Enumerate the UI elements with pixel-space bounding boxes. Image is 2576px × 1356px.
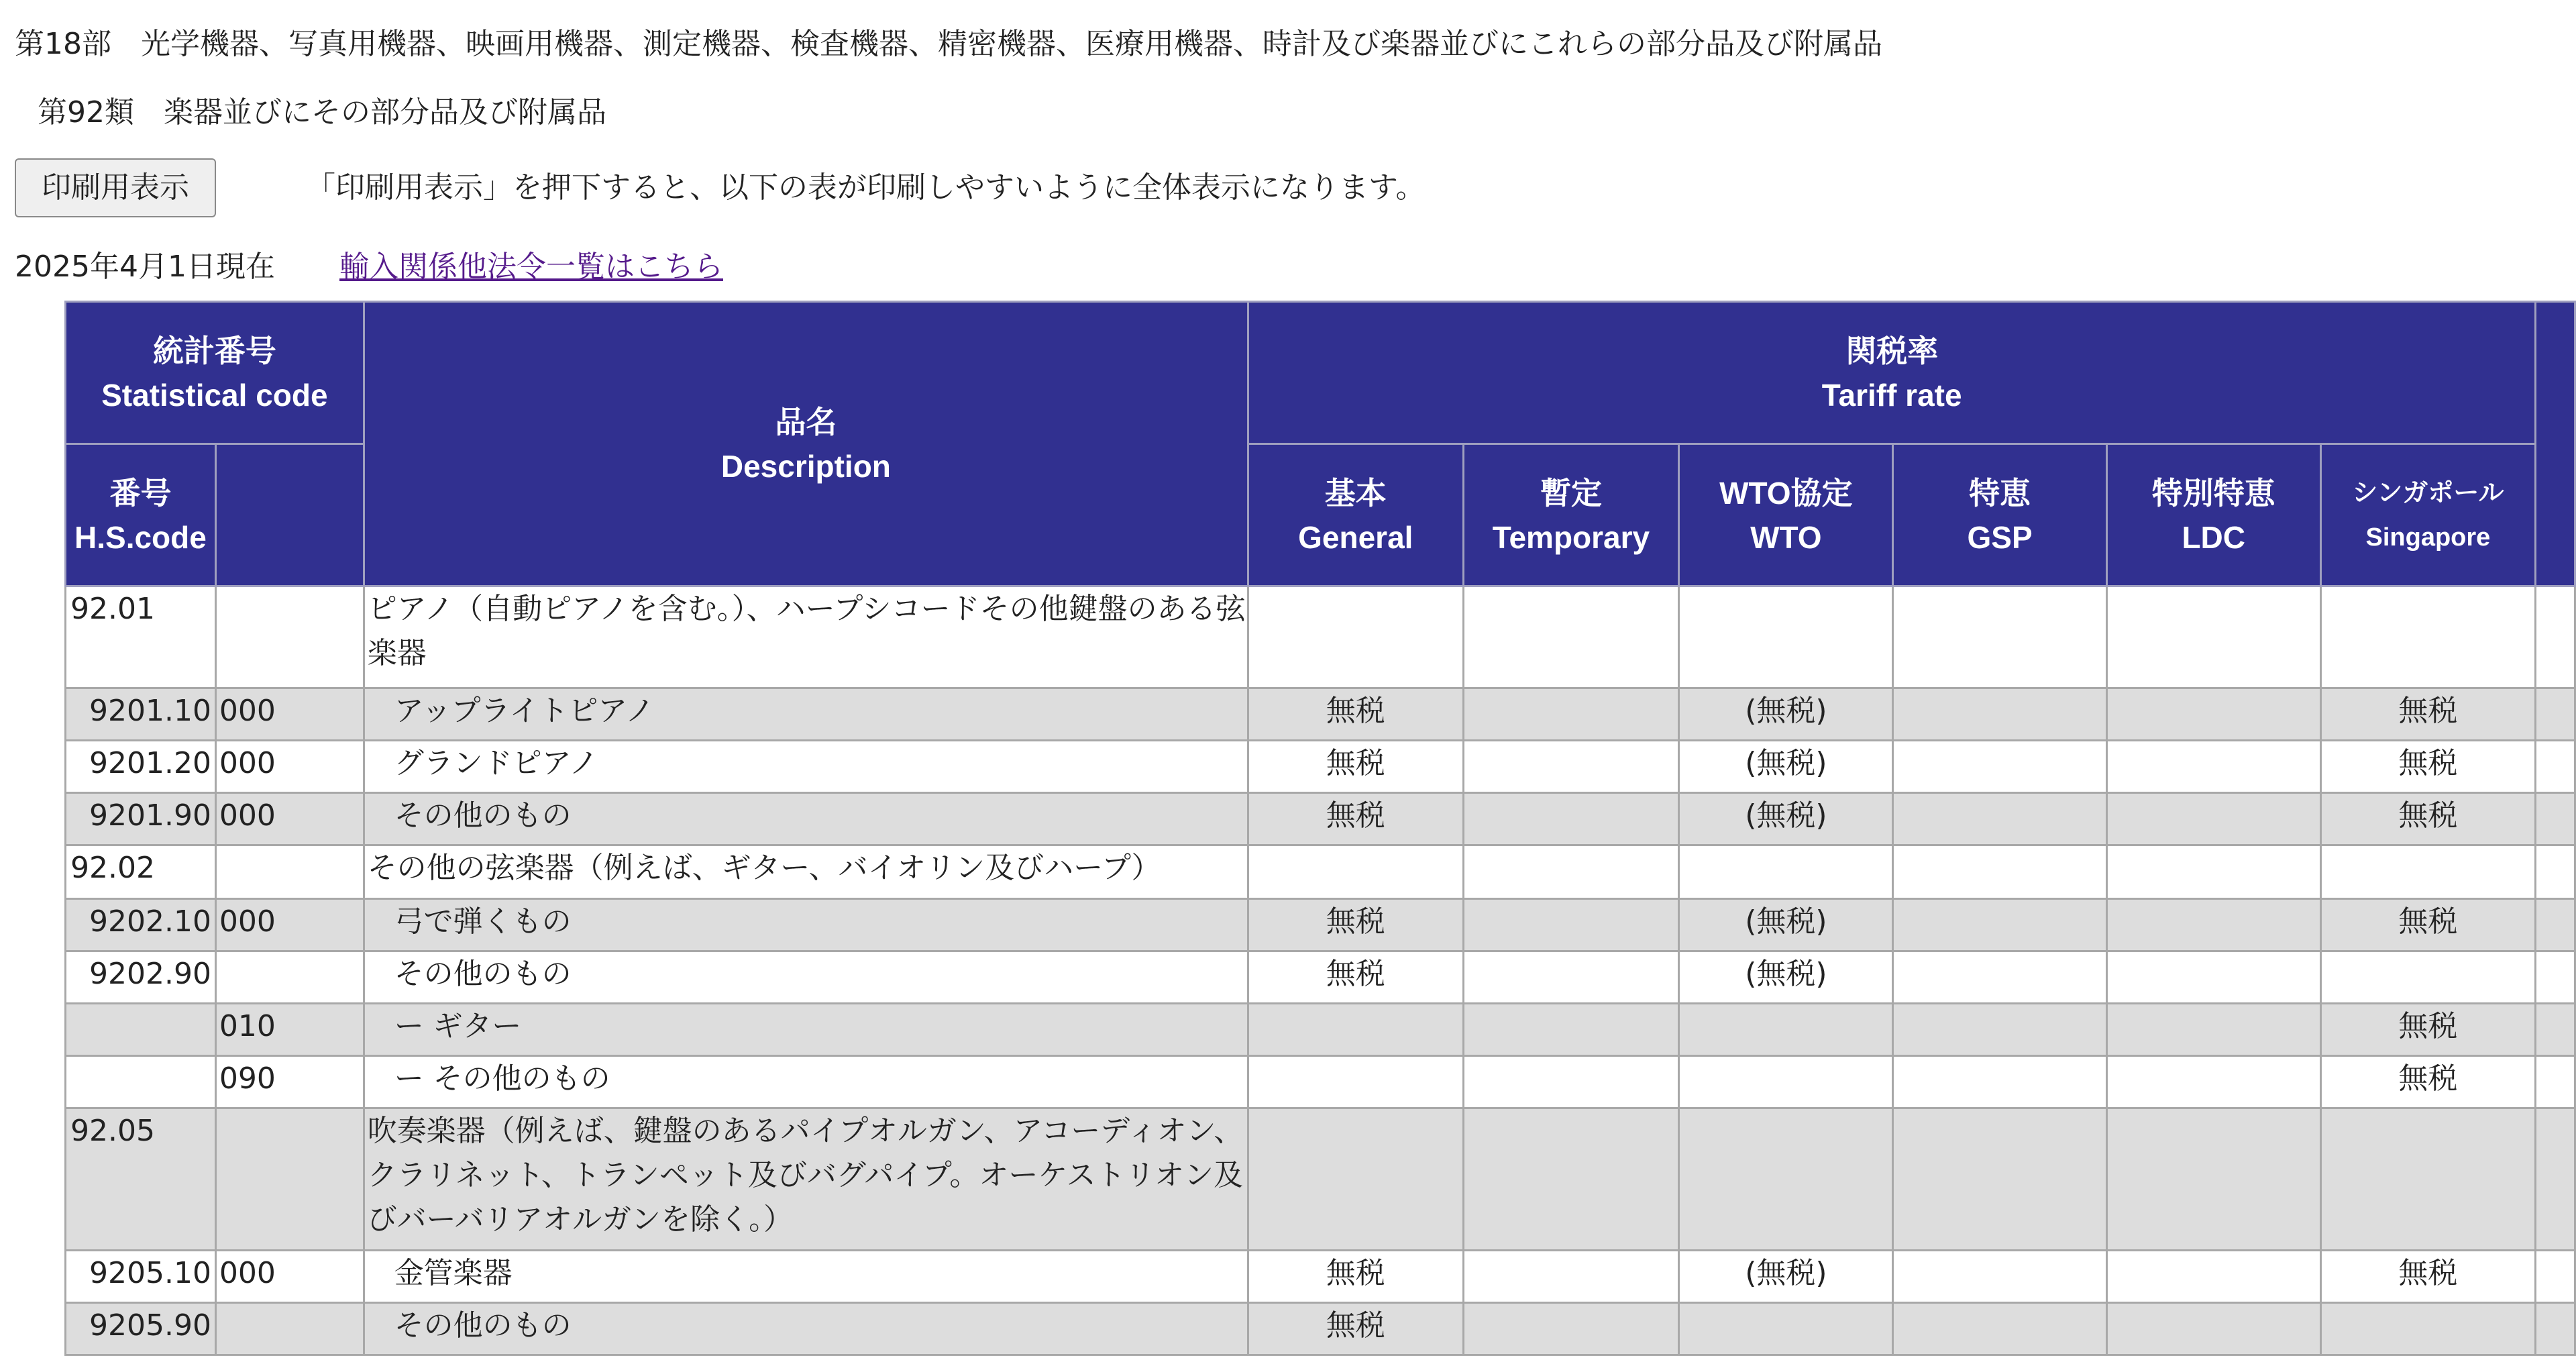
extra-column-cell (2536, 1108, 2575, 1251)
stat-code-cell: 000 (215, 899, 364, 951)
rate-header-ja: 特恵 (1969, 475, 2031, 511)
rate-cell-ldc (2106, 793, 2320, 845)
table-row (66, 688, 2575, 741)
description-cell: ー その他のもの (364, 1056, 1248, 1108)
stat-code-cell (215, 1108, 364, 1251)
description-header (364, 302, 1248, 586)
rate-cell-wto (1679, 1004, 1893, 1056)
rate-cell-general: 無税 (1248, 951, 1463, 1004)
extra-column-cell (2536, 793, 2575, 845)
rate-cell-wto: (無税) (1679, 793, 1893, 845)
rate-cell-temporary (1463, 1004, 1679, 1056)
table-row (66, 1056, 2575, 1108)
rate-cell-singapore: 無税 (2320, 1251, 2536, 1303)
table-row (66, 586, 2575, 688)
extra-column-cell (2536, 951, 2575, 1004)
rate-cell-ldc (2106, 845, 2320, 899)
rate-cell-gsp (1893, 793, 2107, 845)
extra-column-header (2536, 302, 2575, 586)
rate-cell-general: 無税 (1248, 899, 1463, 951)
tariff-rate-header-ja: 関税率 (1845, 333, 1939, 368)
rate-cell-wto: (無税) (1679, 899, 1893, 951)
extra-column-cell (2536, 741, 2575, 793)
rate-cell-wto (1679, 586, 1893, 688)
rate-cell-singapore (2320, 1108, 2536, 1251)
description-header-ja: 品名 (775, 404, 837, 439)
rate-header-ja: 特別特恵 (2151, 475, 2275, 511)
rate-cell-singapore: 無税 (2320, 899, 2536, 951)
stat-suffix-header (215, 444, 364, 586)
description-cell: 吹奏楽器（例えば、鍵盤のあるパイプオルガン、アコーディオン、クラリネット、トランペット及びバグパイプ。オーケストリオン及びバーバリアオルガンを除く。） (364, 1108, 1248, 1251)
extra-column-cell (2536, 1303, 2575, 1355)
hs-code-cell (66, 1004, 216, 1056)
extra-column-cell (2536, 586, 2575, 688)
rate-header-en: GSP (1967, 519, 2033, 555)
table-row (66, 1004, 2575, 1056)
rate-cell-gsp (1893, 1303, 2107, 1355)
hs-code-header-ja: 番号 (109, 475, 172, 511)
rate-cell-gsp (1893, 951, 2107, 1004)
description-cell: 弓で弾くもの (364, 899, 1248, 951)
statistical-code-header (66, 302, 364, 444)
hs-code-cell: 9205.10 (66, 1251, 216, 1303)
tariff-rate-header (1248, 302, 2536, 444)
rate-header-gsp (1893, 444, 2107, 586)
description-header-en: Description (720, 448, 891, 484)
rate-cell-ldc (2106, 1251, 2320, 1303)
stat-code-cell: 000 (215, 1251, 364, 1303)
extra-column-cell (2536, 899, 2575, 951)
rate-cell-temporary (1463, 741, 1679, 793)
statistical-code-header-ja: 統計番号 (152, 333, 276, 368)
tariff-rate-header-en: Tariff rate (1821, 377, 1962, 413)
rate-header-general (1248, 444, 1463, 586)
rate-cell-gsp (1893, 586, 2107, 688)
hs-code-cell: 9201.20 (66, 741, 216, 793)
rate-cell-gsp (1893, 741, 2107, 793)
rate-cell-wto (1679, 845, 1893, 899)
rate-cell-gsp (1893, 899, 2107, 951)
description-cell: アップライトピアノ (364, 688, 1248, 741)
rate-cell-gsp (1893, 845, 2107, 899)
rate-cell-singapore: 無税 (2320, 1004, 2536, 1056)
rate-cell-singapore (2320, 586, 2536, 688)
description-cell: ー ギター (364, 1004, 1248, 1056)
rate-header-ja: 暫定 (1540, 475, 1602, 511)
rate-cell-wto (1679, 1303, 1893, 1355)
rate-cell-ldc (2106, 741, 2320, 793)
tariff-table (64, 301, 2576, 1356)
description-cell: 金管楽器 (364, 1251, 1248, 1303)
rate-cell-general: 無税 (1248, 741, 1463, 793)
stat-code-cell: 010 (215, 1004, 364, 1056)
rate-cell-gsp (1893, 688, 2107, 741)
rate-cell-temporary (1463, 586, 1679, 688)
rate-cell-ldc (2106, 951, 2320, 1004)
hs-code-cell: 92.05 (66, 1108, 216, 1251)
rate-cell-temporary (1463, 845, 1679, 899)
rate-cell-wto: (無税) (1679, 951, 1893, 1004)
rate-header-en: Temporary (1492, 519, 1650, 555)
statistical-code-header-en: Statistical code (101, 377, 328, 413)
rate-cell-ldc (2106, 899, 2320, 951)
rate-cell-temporary (1463, 1251, 1679, 1303)
rate-header-en: Singapore (2365, 523, 2491, 552)
rate-cell-singapore: 無税 (2320, 1056, 2536, 1108)
rate-cell-wto (1679, 1056, 1893, 1108)
rate-cell-singapore: 無税 (2320, 688, 2536, 741)
rate-cell-ldc (2106, 1004, 2320, 1056)
rate-cell-gsp (1893, 1108, 2107, 1251)
rate-cell-temporary (1463, 688, 1679, 741)
stat-code-cell (215, 951, 364, 1004)
rate-cell-temporary (1463, 1108, 1679, 1251)
rate-header-ja: シンガポール (2352, 478, 2504, 507)
rate-cell-ldc (2106, 1303, 2320, 1355)
rate-cell-general (1248, 1108, 1463, 1251)
hs-code-cell: 9201.10 (66, 688, 216, 741)
rate-cell-ldc (2106, 586, 2320, 688)
rate-cell-gsp (1893, 1251, 2107, 1303)
rate-cell-temporary (1463, 1056, 1679, 1108)
description-cell: その他のもの (364, 793, 1248, 845)
rate-header-singapore (2320, 444, 2536, 586)
rate-header-en: General (1298, 519, 1413, 555)
table-row (66, 1108, 2575, 1251)
stat-code-cell: 000 (215, 741, 364, 793)
rate-cell-general: 無税 (1248, 793, 1463, 845)
hs-code-cell: 9201.90 (66, 793, 216, 845)
extra-column-cell (2536, 688, 2575, 741)
rate-cell-temporary (1463, 793, 1679, 845)
rate-cell-general (1248, 1004, 1463, 1056)
stat-code-cell: 000 (215, 793, 364, 845)
chapter-title: 第92類 楽器並びにその部分品及び附属品 (38, 95, 606, 129)
description-cell: その他のもの (364, 951, 1248, 1004)
section-title: 第18部 光学機器、写真用機器、映画用機器、測定機器、検査機器、精密機器、医療用機器、時計及び楽器並びにこれらの部分品及び附属品 (15, 27, 1882, 61)
hs-code-cell: 92.01 (66, 586, 216, 688)
hs-code-cell: 92.02 (66, 845, 216, 899)
rate-cell-temporary (1463, 951, 1679, 1004)
extra-column-cell (2536, 1056, 2575, 1108)
stat-code-cell (215, 1303, 364, 1355)
stat-code-cell (215, 845, 364, 899)
rate-cell-wto (1679, 1108, 1893, 1251)
rate-header-temporary (1463, 444, 1679, 586)
hs-code-header (66, 444, 216, 586)
rate-header-en: WTO (1750, 519, 1822, 555)
rate-cell-gsp (1893, 1004, 2107, 1056)
print-view-button[interactable]: 印刷用表示 (15, 158, 216, 217)
rate-header-ja: WTO協定 (1719, 475, 1853, 511)
rate-cell-singapore: 無税 (2320, 793, 2536, 845)
extra-column-cell (2536, 1004, 2575, 1056)
table-row (66, 951, 2575, 1004)
rate-cell-general (1248, 845, 1463, 899)
rate-cell-temporary (1463, 899, 1679, 951)
extra-column-cell (2536, 845, 2575, 899)
rate-cell-singapore (2320, 845, 2536, 899)
hs-code-cell (66, 1056, 216, 1108)
stat-code-cell: 000 (215, 688, 364, 741)
rate-cell-general: 無税 (1248, 1303, 1463, 1355)
rate-cell-wto: (無税) (1679, 1251, 1893, 1303)
rate-cell-wto: (無税) (1679, 741, 1893, 793)
rate-header-ja: 基本 (1324, 475, 1387, 511)
rate-header-ldc (2106, 444, 2320, 586)
table-row (66, 793, 2575, 845)
table-row (66, 899, 2575, 951)
table-row (66, 741, 2575, 793)
rate-cell-ldc (2106, 1108, 2320, 1251)
hs-code-cell: 9202.10 (66, 899, 216, 951)
table-row (66, 845, 2575, 899)
table-row (66, 1251, 2575, 1303)
rate-cell-general: 無税 (1248, 688, 1463, 741)
rate-cell-wto: (無税) (1679, 688, 1893, 741)
description-cell: グランドピアノ (364, 741, 1248, 793)
print-note: 「印刷用表示」を押下すると、以下の表が印刷しやすいように全体表示になります。 (306, 170, 1426, 205)
description-cell: ピアノ（自動ピアノを含む。）、ハープシコードその他鍵盤のある弦楽器 (364, 586, 1248, 688)
rate-cell-singapore (2320, 1303, 2536, 1355)
stat-code-cell (215, 586, 364, 688)
rate-cell-ldc (2106, 688, 2320, 741)
rate-cell-gsp (1893, 1056, 2107, 1108)
description-cell: その他の弦楽器（例えば、ギター、バイオリン及びハープ） (364, 845, 1248, 899)
hs-code-cell: 9202.90 (66, 951, 216, 1004)
rate-cell-ldc (2106, 1056, 2320, 1108)
description-cell: その他のもの (364, 1303, 1248, 1355)
import-laws-link[interactable]: 輸入関係他法令一覧はこちら (339, 250, 723, 284)
hs-code-cell: 9205.90 (66, 1303, 216, 1355)
extra-column-cell (2536, 1251, 2575, 1303)
stat-code-cell: 090 (215, 1056, 364, 1108)
rate-cell-singapore: 無税 (2320, 741, 2536, 793)
table-row (66, 1303, 2575, 1355)
rate-cell-singapore (2320, 951, 2536, 1004)
rate-cell-general (1248, 1056, 1463, 1108)
rate-header-en: LDC (2182, 519, 2245, 555)
rate-header-wto (1679, 444, 1893, 586)
rate-cell-temporary (1463, 1303, 1679, 1355)
as-of-date: 2025年4月1日現在 (15, 250, 275, 284)
hs-code-header-en: H.S.code (74, 519, 207, 555)
tariff-table-body (66, 586, 2575, 1355)
rate-cell-general: 無税 (1248, 1251, 1463, 1303)
rate-cell-general (1248, 586, 1463, 688)
